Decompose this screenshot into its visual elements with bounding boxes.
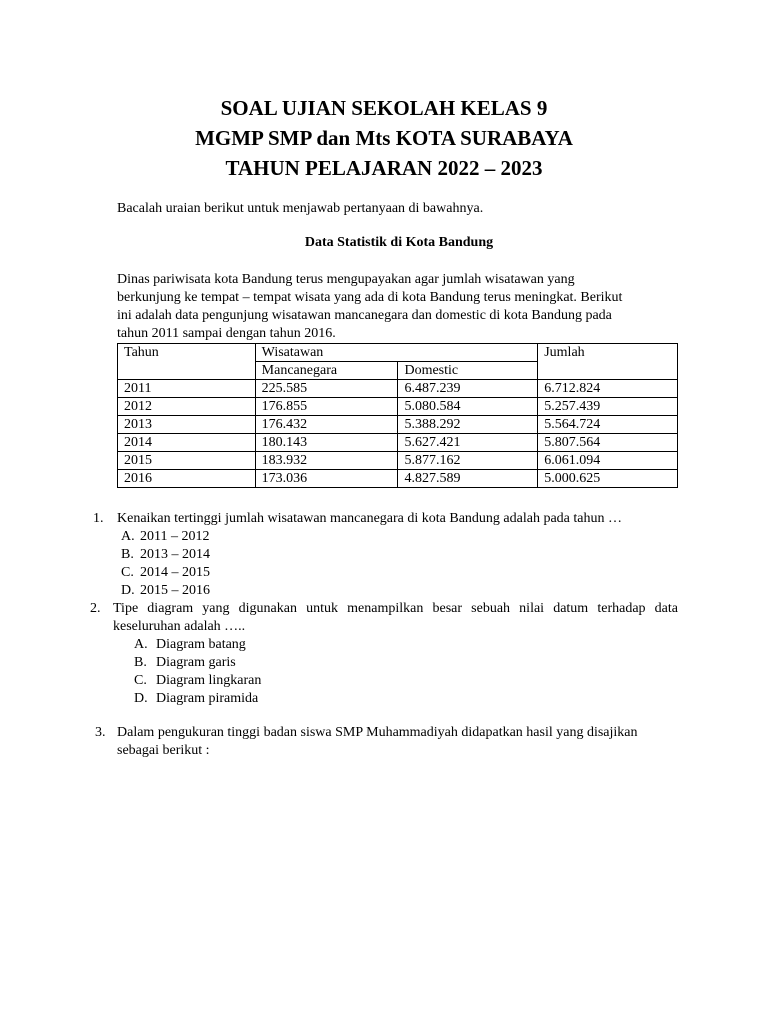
question-number: 3. (95, 725, 106, 740)
header-wisatawan: Wisatawan (255, 344, 538, 362)
question-text: Dalam pengukuran tinggi badan siswa SMP Muhammadiyah didapatkan hasil yang disajikan (117, 725, 638, 740)
cell-domestic: 5.080.584 (398, 398, 538, 416)
header-line-2: MGMP SMP dan Mts KOTA SURABAYA (195, 126, 573, 150)
option-text: Diagram garis (156, 655, 236, 670)
question-text: sebagai berikut : (117, 743, 210, 758)
cell-jumlah: 6.061.094 (538, 452, 678, 470)
cell-domestic: 5.388.292 (398, 416, 538, 434)
option-label: C. (134, 673, 147, 688)
table-row (118, 470, 678, 488)
header-mancanegara: Mancanegara (255, 362, 398, 380)
cell-tahun: 2011 (118, 380, 256, 398)
cell-domestic: 6.487.239 (398, 380, 538, 398)
header-jumlah: Jumlah (538, 344, 678, 380)
cell-mancanegara: 180.143 (255, 434, 398, 452)
question-text: keseluruhan adalah ….. (113, 619, 246, 634)
table-row (118, 398, 678, 416)
question-number: 1. (93, 511, 104, 526)
question-text: Tipe diagram yang digunakan untuk menampilkan besar sebuah nilai datum terhadap data (113, 601, 678, 616)
cell-mancanegara: 176.432 (255, 416, 398, 434)
table-row (118, 416, 678, 434)
table-row (118, 452, 678, 470)
option-label: D. (134, 691, 148, 706)
tourist-data-table (117, 343, 678, 488)
option-label: B. (121, 547, 134, 562)
cell-jumlah: 6.712.824 (538, 380, 678, 398)
option-text: 2011 – 2012 (140, 529, 210, 544)
question-3 (95, 724, 685, 760)
table-row (118, 434, 678, 452)
cell-tahun: 2016 (118, 470, 256, 488)
intro-instruction: Bacalah uraian berikut untuk menjawab pertanyaan di bawahnya. (117, 201, 484, 216)
header-tahun: Tahun (118, 344, 256, 380)
option-label: B. (134, 655, 147, 670)
table-header-row (118, 344, 678, 362)
option-text: 2013 – 2014 (140, 547, 210, 562)
option-label: D. (121, 583, 135, 598)
cell-jumlah: 5.257.439 (538, 398, 678, 416)
exam-header (0, 93, 768, 183)
cell-mancanegara: 176.855 (255, 398, 398, 416)
cell-domestic: 5.877.162 (398, 452, 538, 470)
cell-mancanegara: 183.932 (255, 452, 398, 470)
option-label: A. (121, 529, 135, 544)
cell-jumlah: 5.000.625 (538, 470, 678, 488)
question-1 (93, 510, 693, 528)
option-text: Diagram piramida (156, 691, 259, 706)
option-text: Diagram lingkaran (156, 673, 262, 688)
question-text: Kenaikan tertinggi jumlah wisatawan mancanegara di kota Bandung adalah pada tahun … (117, 511, 622, 526)
paragraph-line: berkunjung ke tempat – tempat wisata yang ada di kota Bandung terus meningkat. Berikut (117, 290, 623, 305)
option-text: Diagram batang (156, 637, 246, 652)
option-label: A. (134, 637, 148, 652)
question-2 (90, 600, 680, 636)
cell-tahun: 2015 (118, 452, 256, 470)
option-text: 2014 – 2015 (140, 565, 210, 580)
cell-domestic: 5.627.421 (398, 434, 538, 452)
cell-jumlah: 5.564.724 (538, 416, 678, 434)
paragraph-line: Dinas pariwisata kota Bandung terus mengupayakan agar jumlah wisatawan yang (117, 272, 575, 287)
header-domestic: Domestic (398, 362, 538, 380)
paragraph-line: tahun 2011 sampai dengan tahun 2016. (117, 326, 336, 341)
section-title: Data Statistik di Kota Bandung (304, 235, 494, 250)
option-label: C. (121, 565, 134, 580)
cell-jumlah: 5.807.564 (538, 434, 678, 452)
cell-tahun: 2012 (118, 398, 256, 416)
cell-mancanegara: 173.036 (255, 470, 398, 488)
cell-domestic: 4.827.589 (398, 470, 538, 488)
header-line-1: SOAL UJIAN SEKOLAH KELAS 9 (220, 96, 548, 120)
reading-paragraph (117, 271, 677, 343)
header-line-3: TAHUN PELAJARAN 2022 – 2023 (225, 156, 543, 180)
cell-tahun: 2014 (118, 434, 256, 452)
table-row (118, 380, 678, 398)
option-text: 2015 – 2016 (140, 583, 210, 598)
cell-mancanegara: 225.585 (255, 380, 398, 398)
question-number: 2. (90, 601, 101, 616)
paragraph-line: ini adalah data pengunjung wisatawan mancanegara dan domestic di kota Bandung pada (117, 308, 612, 323)
cell-tahun: 2013 (118, 416, 256, 434)
